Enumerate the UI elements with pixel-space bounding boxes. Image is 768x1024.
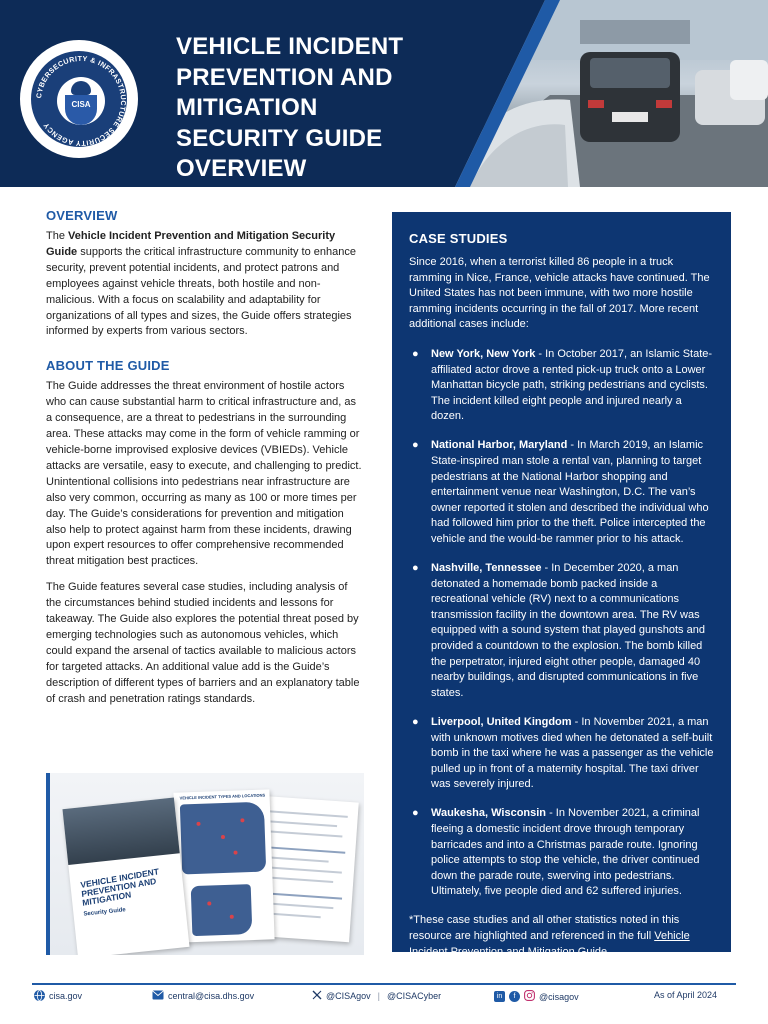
footer-divider	[32, 983, 736, 985]
case-studies-intro: Since 2016, when a terrorist killed 86 people in a truck ramming in Nice, France, vehicle attacks have continued. The United States has not been immune, with two more hostile ramming incidents occurring in the fall of 2017. More recent additional cases include:	[409, 256, 710, 331]
x-handle-cisacyber[interactable]: @CISACyber	[387, 991, 442, 1001]
linkedin-icon[interactable]: in	[494, 991, 505, 1002]
case-location: New York, New York	[431, 347, 536, 360]
case-location: Liverpool, United Kingdom	[431, 715, 572, 728]
guide-name-bold: Vehicle Incident Prevention and Mitigation Security Guide	[46, 230, 336, 258]
case-studies-heading: CASE STUDIES	[409, 231, 508, 246]
case-location: Waukesha, Wisconsin	[431, 807, 547, 820]
case-description: - In November 2021, a criminal fleeing a domestic incident drove through temporary barricades and into a Christmas parade route. Ignoring police attempts to stop the vehicle, the driver continued down the parade route, swerving into pedestrians. Ultimately, five people died and 62 suffered injuries.	[431, 807, 700, 898]
facebook-icon[interactable]: f	[509, 991, 520, 1002]
bullet-icon: ●	[412, 715, 419, 728]
case-description: - In November 2021, a man with unknown motives died when he detonated a self-built bomb in the taxi where he was a passenger as the vehicle pulled up in front of a maternity hospital. The taxi driver was severely injured.	[431, 715, 714, 791]
case-study-item	[409, 561, 714, 701]
left-column	[46, 208, 364, 717]
bullet-icon: ●	[412, 347, 419, 360]
about-paragraph-2: The Guide features several case studies, including analysis of the circumstances behind studied incidents and lessons for takeaway. The Guide also explores the potential threat posed by emerging technologies such as autonomous vehicles, which could expand the arsenal of tactics available to malicious actors for targeted attacks. An additional value add is the Guide’s description of different types of barriers and an explanatory table of crash and penetration ratings standards.	[46, 581, 360, 705]
case-study-item	[409, 347, 714, 425]
case-study-item	[409, 438, 714, 547]
guide-cover: VEHICLE INCIDENT PREVENTION AND MITIGATION Security Guide	[62, 798, 189, 955]
cisa-seal-logo	[20, 40, 138, 158]
website-link[interactable]: cisa.gov	[49, 990, 83, 1001]
about-paragraph-1: The Guide addresses the threat environment of hostile actors who can cause substantial harm to critical infrastructure and, as a consequence, are a threat to pedestrians in the surrounding area. These attacks may come in the form of vehicle ramming or vehicle-borne improvised explosive devices (VBIEDs). Vehicle attacks are versatile, easy to execute, and challenging to predict. Unintentional collisions into pedestrians near infrastructure are also very common, occurring as many as 100 or more times per day. The Guide’s considerations for prevention and mitigation also help to protect against harm from these incidents, drawing upon expert resources to offer comprehensive recommended threat mitigation best practices.	[46, 380, 362, 568]
social-handle[interactable]: @cisagov	[539, 991, 579, 1002]
svg-text:CYBERSECURITY & INFRASTRUCTURE: CYBERSECURITY & INFRASTRUCTURE SECURITY AGENCY	[34, 53, 129, 149]
footer-x-handles: @CISAgov | @CISACyber	[312, 990, 441, 1002]
case-description: - In March 2019, an Islamic State-inspired man stole a rental van, planning to target pedestrians at the National Harbor shopping and entertainment venue near Washington, D.C. The van’s owner reported it stolen and described the individual who had followed him prior to the theft. Police intercepted the vehicle and the would-be rammer prior to his attack.	[431, 439, 709, 545]
bullet-icon: ●	[412, 562, 419, 575]
envelope-icon	[152, 990, 164, 1002]
about-heading: ABOUT THE GUIDE	[46, 358, 170, 374]
guide-preview-image	[46, 773, 364, 955]
case-description: - In December 2020, a man detonated a homemade bomb packed inside a recreational vehicle (RV) next to a communications transmission facility in the downtown area. The RV was equipped with a sound system that played gunshots and provided a countdown to the explosion. The bomb killed the perpetrator, injured eight other people, damaged 40 nearby buildings, and disrupted communications in five states.	[431, 562, 705, 699]
bullet-icon: ●	[412, 439, 419, 452]
case-location: National Harbor, Maryland	[431, 439, 568, 452]
x-handle-cisagov[interactable]: @CISAgov	[326, 991, 371, 1001]
email-link[interactable]: central@cisa.dhs.gov	[168, 991, 255, 1001]
footer-social	[494, 990, 579, 1003]
case-studies-panel	[392, 212, 731, 958]
case-description: - In October 2017, an Islamic State-affiliated actor drove a rented pick-up truck onto a Lower Manhattan bicycle path, striking pedestrians and cyclists. The incident killed eight people and injured nearly a dozen.	[431, 347, 713, 423]
footer	[32, 989, 736, 1007]
full-guide-link[interactable]: Vehicle Incident Prevention and Mitigation Guide	[409, 930, 690, 958]
footer-date	[654, 990, 717, 1000]
case-study-item	[409, 715, 714, 793]
x-logo-icon	[312, 990, 322, 1002]
instagram-icon[interactable]	[524, 990, 535, 1003]
globe-icon	[34, 990, 45, 1001]
footer-website[interactable]	[34, 990, 82, 1001]
bullet-icon: ●	[412, 807, 419, 820]
as-of-date: As of April 2024	[654, 990, 718, 1000]
guide-page-map: VEHICLE INCIDENT TYPES AND LOCATIONS	[173, 789, 274, 942]
footer-email[interactable]	[152, 990, 254, 1002]
overview-heading: OVERVIEW	[46, 208, 118, 223]
seal-shield-text: CISA	[65, 95, 97, 125]
header-banner	[0, 0, 768, 187]
case-studies-note: *These case studies and all other statistics noted in this resource are highlighted and referenced in the full Vehicle Incident Prevention and Mitigation Guide.	[409, 914, 690, 958]
case-location: Nashville, Tennessee	[431, 562, 542, 575]
case-study-item	[409, 806, 714, 900]
page-title: VEHICLE INCIDENT PREVENTION AND MITIGATION SECURITY GUIDE OVERVIEW	[176, 33, 404, 182]
overview-paragraph: The Vehicle Incident Prevention and Mitigation Security Guide supports the critical infrastructure community to enhance security, prevent potential incidents, and protect patrons and employees against vehicle threats, both hostile and non-malicious. With a focus on scalability and adaptability for organizations of all types and sizes, the Guide offers strategies informed by experts from various sectors.	[46, 230, 356, 338]
